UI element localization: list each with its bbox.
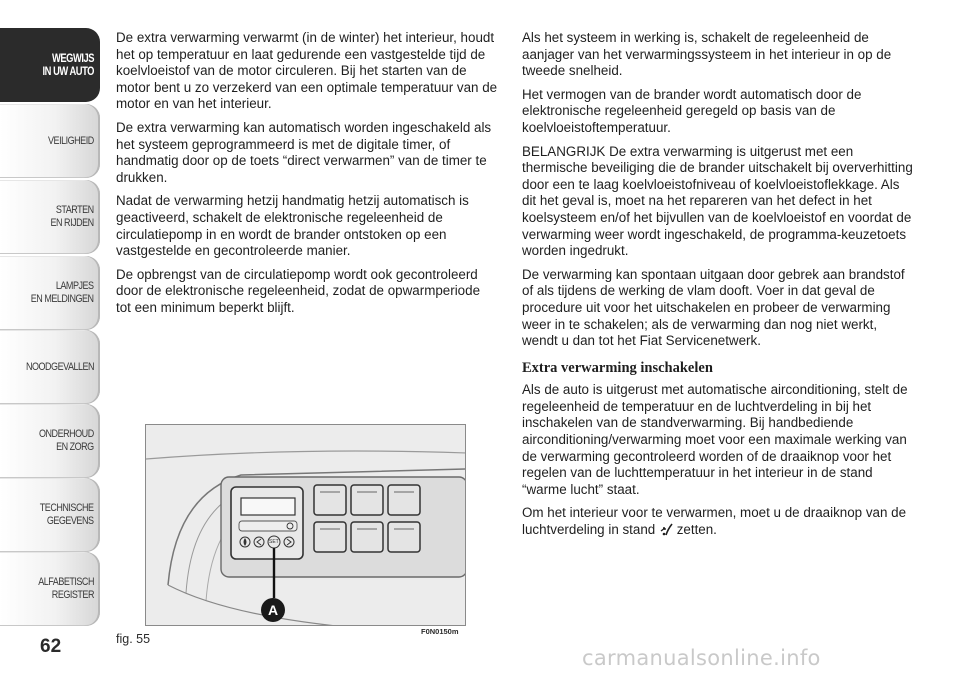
paragraph: BELANGRIJK De extra verwarming is uitgerust met een thermische beveiliging die de brander uitschakelt bij oververhitting door een te laag koelvloeistofniveau of koelvloeistoflekkage. Als dit het geval is, moet na het repareren van het defect in het koelsysteem en/of het bijvullen van de koelvloeistof en voordat de verwarming weer wordt ingeschakeld, de programma-keuzetoets worden ingedrukt. <box>522 143 913 259</box>
figure-caption: fig. 55 <box>116 632 151 646</box>
timer-panel-illustration <box>146 425 466 626</box>
paragraph: Als de auto is uitgerust met automatische airconditioning, stelt de regeleenheid de temperatuur en de luchtverdeling in bij het inschakelen van de standverwarming. Bij handbediende airconditioning/verwarming moet voor een maximale werking van de verwarming gecontroleerd worden of de draaiknop voor het regelen van de luchttemperatuur in het interieur in de stand “warme lucht” staat. <box>522 382 908 497</box>
callout-marker <box>261 598 285 622</box>
tab-wegwijs-in-uw-auto[interactable] <box>0 28 100 102</box>
tab-noodgevallen[interactable] <box>0 330 100 404</box>
paragraph: Als het systeem in werking is, schakelt de regeleenheid de aanjager van het verwarmingssysteem in het interieur in op de tweede snelheid. <box>522 30 892 79</box>
tab-lampjes-en-meldingen[interactable] <box>0 256 100 330</box>
tab-label: WEGWIJS IN UW AUTO <box>42 51 94 78</box>
tab-veiligheid[interactable] <box>0 104 100 178</box>
paragraph-text: Om het interieur voor te verwarmen, moet u de draaiknop van de luchtverdeling in stand <box>522 505 907 538</box>
tab-label: ONDERHOUD EN ZORG <box>39 428 94 453</box>
tab-alfabetisch-register[interactable] <box>0 552 100 626</box>
right-text-column <box>522 30 914 546</box>
tab-label: NOODGEVALLEN <box>25 360 94 373</box>
left-text-column <box>116 30 498 324</box>
tab-label: TECHNISCHE GEGEVENS <box>40 502 94 527</box>
figure-code: F0N0150m <box>421 627 459 636</box>
section-heading: Extra verwarming inschakelen <box>522 359 713 376</box>
page-number: 62 <box>40 636 62 657</box>
tab-label: ALFABETISCH REGISTER <box>38 576 94 601</box>
watermark-text: carmanualsonline.info <box>582 646 821 670</box>
paragraph: De verwarming kan spontaan uitgaan door gebrek aan brandstof of als tijdens de werking de vlam dooft. Voer in dat geval de procedure uit voor het uitschakelen en probeer de verwarming weer in te schakelen; als de verwarming dan nog niet werkt, wendt u dan tot het Fiat Servicenetwerk. <box>522 266 905 349</box>
paragraph-text: zetten. <box>672 522 717 538</box>
tab-label: LAMPJES EN MELDINGEN <box>31 280 94 305</box>
paragraph: Nadat de verwarming hetzij handmatig hetzij automatisch is geactiveerd, schakelt de elektronische regeleenheid de circulatiepomp in en wordt de brander ontstoken op een vastgestelde en gecontroleerde manier. <box>116 193 469 259</box>
figure-timer-panel <box>145 424 466 626</box>
paragraph: De extra verwarming kan automatisch worden ingeschakeld als het systeem geprogrammeerd is met de digitale timer, of handmatig door op de toets “direct verwarmen” van de timer te drukken. <box>116 119 492 185</box>
timer-set-button-label: SET <box>269 539 279 545</box>
paragraph-with-icon <box>522 505 914 538</box>
tab-label: STARTEN EN RIJDEN <box>50 204 94 229</box>
tab-onderhoud-en-zorg[interactable] <box>0 404 100 478</box>
paragraph: De extra verwarming verwarmt (in de winter) het interieur, houdt het op temperatuur en laat gedurende een vastgestelde tijd de koelvloeistof van de motor circuleren. Bij het starten van de motor bent u zo verzekerd van een optimale temperatuur van de motor en van het interieur. <box>116 30 498 112</box>
tab-label: VEILIGHEID <box>48 134 94 147</box>
tab-starten-en-rijden[interactable] <box>0 180 100 254</box>
air-distribution-icon <box>659 523 673 536</box>
callout-label: A <box>267 602 279 618</box>
tab-technische-gegevens[interactable] <box>0 478 100 552</box>
paragraph: De opbrengst van de circulatiepomp wordt ook gecontroleerd door de elektronische regeleenheid, zodat de opwarmperiode tot een minimum beperkt blijft. <box>116 266 481 315</box>
paragraph: Het vermogen van de brander wordt automatisch door de elektronische regeleenheid geregeld op basis van de koelvloeistoftemperatuur. <box>522 86 862 135</box>
